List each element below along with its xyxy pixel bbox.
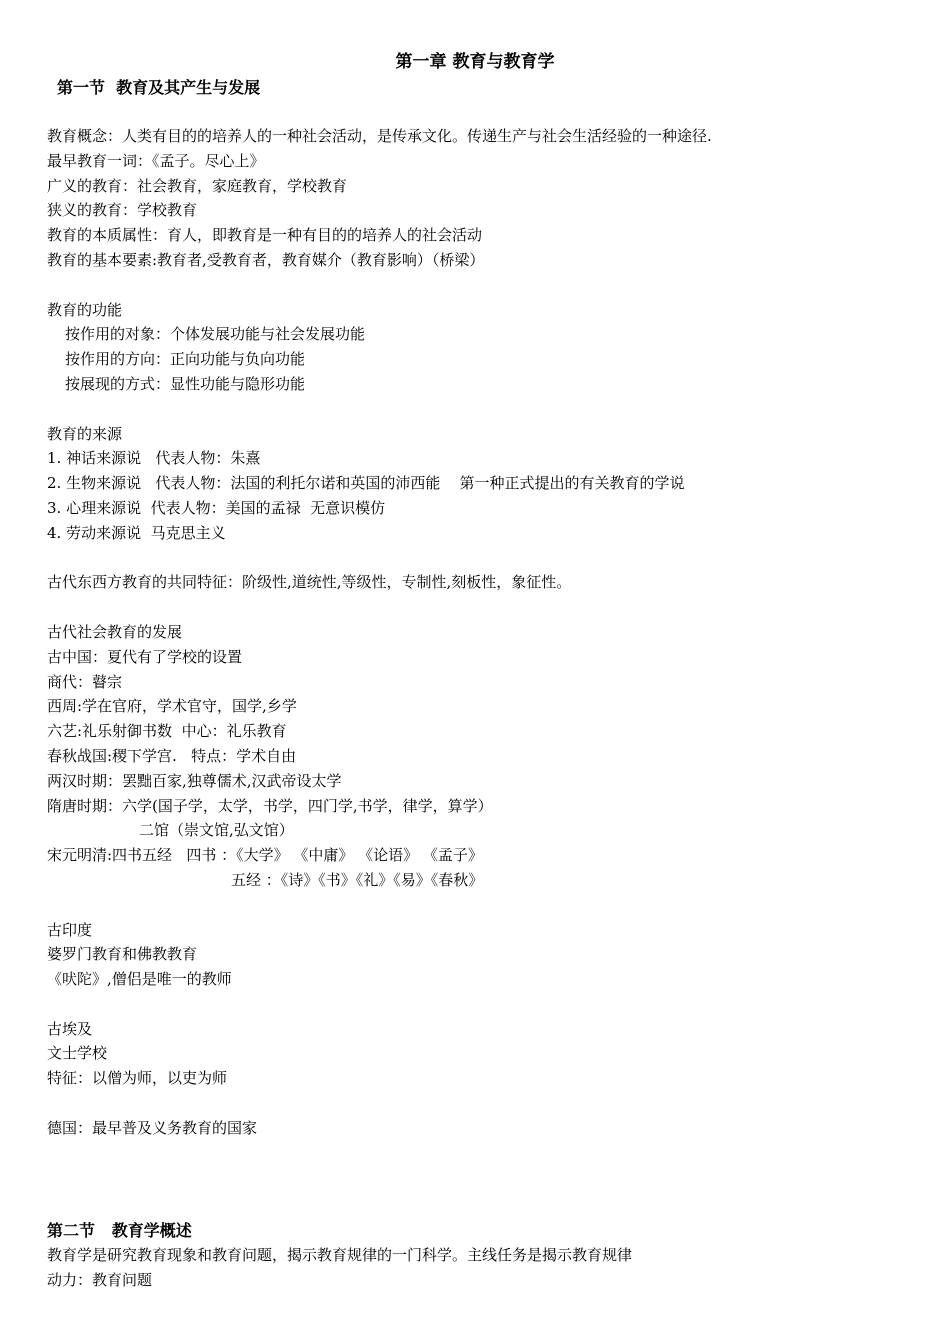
origin-item: 1. 神话来源说 代表人物：朱熹 xyxy=(47,449,261,468)
text-line: 教育概念：人类有目的的培养人的一种社会活动，是传承文化。传递生产与社会生活经验的一种途径. xyxy=(47,127,712,145)
origins-heading: 教育的来源 xyxy=(47,424,123,443)
ancient-dev-item: 西周:学在官府，学术官守，国学,乡学 xyxy=(47,697,297,716)
ancient-dev-item: 春秋战国:稷下学宫. 特点：学术自由 xyxy=(47,746,297,765)
ancient-dev-item: 商代：瞽宗 xyxy=(47,672,123,691)
ancient-dev-item-cont: 二馆（崇文馆,弘文馆） xyxy=(139,821,294,840)
chapter-title: 第一章 教育与教育学 xyxy=(395,52,555,72)
text-line: 动力：教育问题 xyxy=(47,1270,153,1289)
functions-heading: 教育的功能 xyxy=(47,300,123,319)
section-title-1: 第一节 教育及其产生与发展 xyxy=(57,78,261,97)
india-heading: 古印度 xyxy=(47,920,93,939)
ancient-dev-item: 两汉时期：罢黜百家,独尊儒术,汉武帝设太学 xyxy=(47,771,342,790)
egypt-item: 文士学校 xyxy=(47,1044,108,1063)
function-item: 按作用的方向：正向功能与负向功能 xyxy=(65,350,306,369)
ancient-dev-item: 宋元明清:四书五经 四书 ：《大学》 《中庸》 《论语》 《孟子》 xyxy=(47,846,483,865)
function-item: 按展现的方式：显性功能与隐形功能 xyxy=(65,374,306,393)
text-line: 广义的教育：社会教育，家庭教育，学校教育 xyxy=(47,176,348,195)
text-line: 最早教育一词：《孟子。尽心上》 xyxy=(47,151,265,170)
india-item: 婆罗门教育和佛教教育 xyxy=(47,945,198,964)
text-line: 教育的基本要素:教育者,受教育者，教育媒介（教育影响）（桥梁） xyxy=(47,250,485,269)
origin-item: 3. 心理来源说 代表人物：美国的孟禄 无意识模仿 xyxy=(47,498,386,517)
text-line: 教育学是研究教育现象和教育问题，揭示教育规律的一门科学。主线任务是揭示教育规律 xyxy=(47,1246,633,1264)
ancient-dev-item: 古中国：夏代有了学校的设置 xyxy=(47,647,243,666)
text-line: 教育的本质属性：育人，即教育是一种有目的的培养人的社会活动 xyxy=(47,226,483,245)
germany-line: 德国：最早普及义务教育的国家 xyxy=(47,1118,258,1137)
function-item: 按作用的对象：个体发展功能与社会发展功能 xyxy=(65,325,366,344)
india-item: 《吠陀》,僧侣是唯一的教师 xyxy=(47,970,232,989)
text-line: 狭义的教育：学校教育 xyxy=(47,201,198,220)
origin-item: 2. 生物来源说 代表人物：法国的利托尔诺和英国的沛西能 第一种正式提出的有关教育的学说 xyxy=(47,474,685,493)
egypt-item: 特征：以僧为师，以吏为师 xyxy=(47,1069,228,1088)
origin-item: 4. 劳动来源说 马克思主义 xyxy=(47,523,226,542)
ancient-dev-item-cont: 五经 ：《诗》《书》《礼》《易》《春秋》 xyxy=(231,870,484,889)
ancient-dev-item: 六艺:礼乐射御书数 中心：礼乐教育 xyxy=(47,722,287,741)
ancient-dev-heading: 古代社会教育的发展 xyxy=(47,622,183,641)
egypt-heading: 古埃及 xyxy=(47,1019,93,1038)
section1-body xyxy=(47,124,712,1141)
ancient-common-features: 古代东西方教育的共同特征：阶级性,道统性,等级性，专制性,刻板性，象征性。 xyxy=(47,573,572,592)
ancient-dev-item: 隋唐时期：六学(国子学，太学，书学，四门学,书学，律学，算学） xyxy=(47,796,493,815)
section2-body xyxy=(47,1243,632,1293)
section-title-2: 第二节 教育学概述 xyxy=(47,1221,192,1240)
